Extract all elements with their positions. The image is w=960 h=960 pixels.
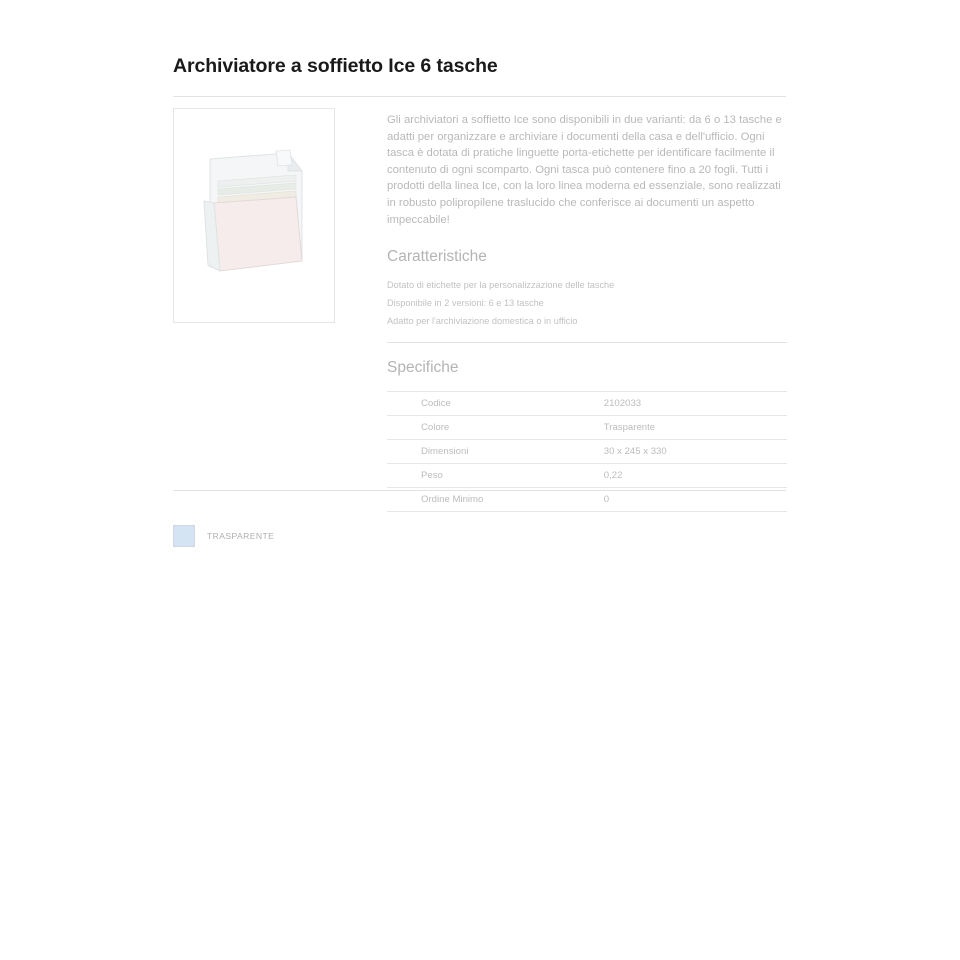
table-row	[387, 464, 787, 488]
spec-label: Dimensioni	[421, 446, 469, 458]
product-details	[387, 108, 787, 512]
page-title: Archiviatore a soffietto Ice 6 tasche	[173, 55, 498, 78]
table-row	[387, 488, 787, 512]
color-swatch-trasparente[interactable]	[173, 525, 195, 547]
product-image[interactable]	[173, 108, 335, 323]
product-description: Gli archiviatori a soffietto Ice sono disponibili in due varianti: da 6 o 13 tasche e adatti per organizzare e archiviare i documenti della casa e dell'ufficio. Ogni tasca è dotata di pratiche linguette porta-etichette per identificare facilmente il contenuto di ogni scomparto. Ogni tasca può contenere fino a 20 fogli. Tutti i prodotti della linea Ice, con la loro linea moderna ed essenziale, sono realizzati in robusto polipropilene traslucido che conferisce ai documenti un aspetto impeccabile!	[387, 114, 782, 226]
spec-label: Colore	[421, 422, 450, 434]
divider-features	[387, 342, 787, 343]
product-content	[173, 96, 786, 512]
specifications-table	[387, 391, 787, 512]
list-item: Disponibile in 2 versioni: 6 e 13 tasche	[387, 298, 544, 309]
spec-label: Ordine Minimo	[421, 494, 484, 506]
product-main-row	[173, 97, 786, 512]
table-row	[387, 416, 787, 440]
spec-value: 0	[603, 494, 610, 506]
spec-label: Peso	[421, 470, 443, 482]
color-swatch-list	[173, 525, 274, 547]
list-item: Dotato di etichette per la personalizzazione delle tasche	[387, 280, 615, 291]
spec-value: 0,22	[603, 470, 623, 482]
spec-value: Trasparente	[603, 422, 656, 434]
expanding-file-illustration	[184, 141, 324, 291]
table-row	[387, 392, 787, 416]
color-swatch-label: TRASPARENTE	[207, 531, 275, 541]
spec-value: 30 x 245 x 330	[603, 446, 667, 458]
divider-bottom	[173, 490, 786, 491]
specifications-heading: Specifiche	[387, 359, 459, 377]
spec-value: 2102033	[603, 398, 642, 410]
spec-label: Codice	[421, 398, 451, 410]
feature-list	[387, 276, 787, 330]
list-item: Adatto per l'archiviazione domestica o in ufficio	[387, 316, 578, 327]
features-heading: Caratteristiche	[387, 248, 487, 266]
table-row	[387, 440, 787, 464]
